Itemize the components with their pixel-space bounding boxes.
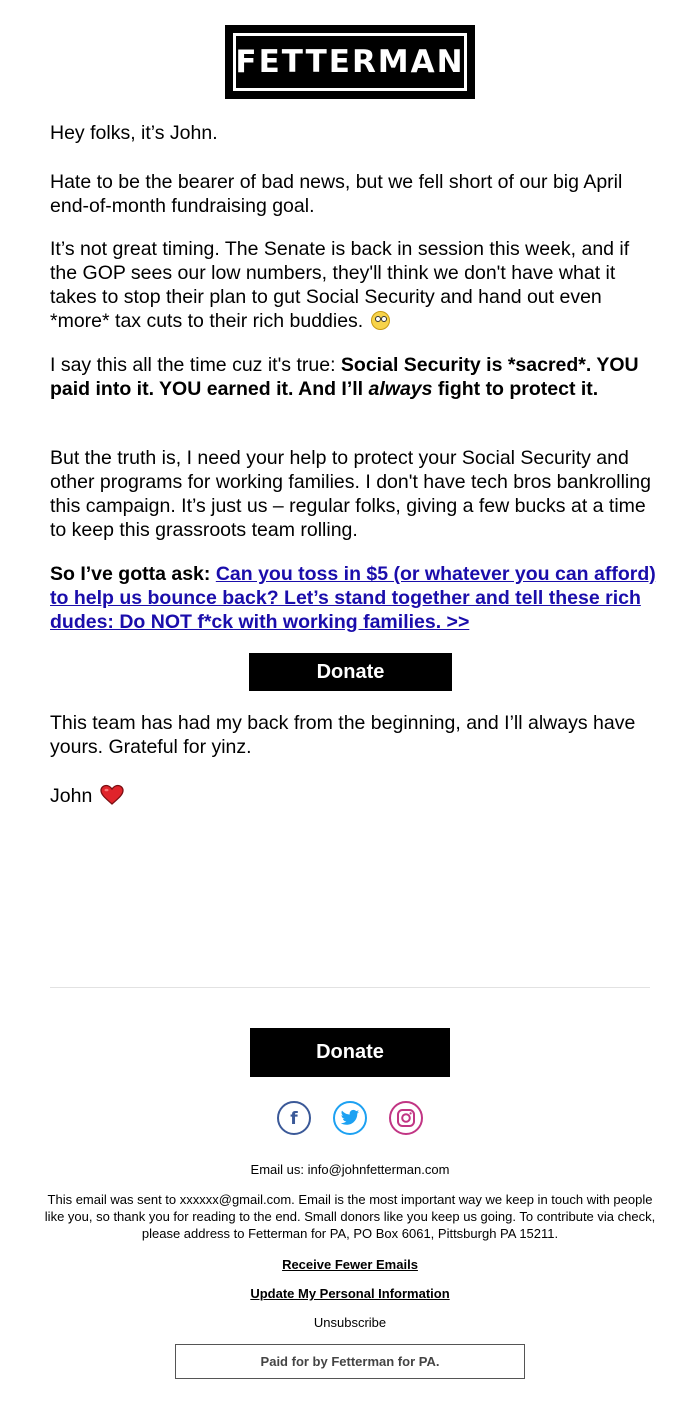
paragraph-sacred <box>50 353 660 401</box>
donate-button-footer[interactable]: Donate <box>250 1028 450 1077</box>
update-personal-info-link[interactable]: Update My Personal Information <box>250 1286 450 1301</box>
footer-email-line: Email us: info@johnfetterman.com <box>250 1162 450 1177</box>
footer-info-text: This email was sent to xxxxxx@gmail.com. Email is the most important way we keep in touch with people like you, so thank you for reading to the end. Small donors like you keep us going. To contribute via check, please address to Fetterman for PA, PO Box 6061, Pittsburgh PA 15211. <box>44 1192 656 1241</box>
instagram-link[interactable] <box>389 1101 423 1135</box>
paragraph-help: But the truth is, I need your help to protect your Social Security and other programs for working families. I don't have tech bros bankrolling this campaign. It’s just us – regular folks, giving a few bucks at a time to keep this grassroots team rolling. <box>50 447 651 541</box>
logo-text: FETTERMAN <box>235 44 465 80</box>
svg-text:f: f <box>290 1109 298 1128</box>
receive-fewer-emails-link[interactable]: Receive Fewer Emails <box>282 1257 418 1272</box>
instagram-icon <box>396 1108 416 1128</box>
receive-fewer-emails-row <box>0 1256 700 1273</box>
signoff <box>50 784 660 808</box>
update-info-row <box>0 1285 700 1302</box>
facebook-icon <box>284 1108 304 1128</box>
paragraph-timing <box>50 237 660 333</box>
ask-lead: So I’ve gotta ask: <box>50 563 216 585</box>
twitter-icon <box>340 1109 360 1127</box>
paid-for-disclaimer: Paid for by Fetterman for PA. <box>175 1344 525 1379</box>
paragraph-team: This team has had my back from the beginning, and I’ll always have yours. Grateful for yinz. <box>50 712 636 758</box>
signoff-name: John <box>50 785 93 807</box>
twitter-link[interactable] <box>333 1101 367 1135</box>
paragraph-timing-text: It’s not great timing. The Senate is back in session this week, and if the GOP sees our low numbers, they'll think we don't have what it takes to stop their plan to gut Social Security and hand out even *more* tax cuts to their rich buddies. <box>50 238 630 332</box>
logo-border <box>233 33 467 91</box>
greeting: Hey folks, it’s John. <box>50 122 218 144</box>
donate-button-primary[interactable]: Donate <box>249 653 452 691</box>
donate-ask-link[interactable]: Can you toss in $5 (or whatever you can afford) to help us bounce back? Let’s stand together and tell these rich dudes: Do NOT f*ck with working families. >> <box>50 563 656 633</box>
paragraph-bad-news: Hate to be the bearer of bad news, but we fell short of our big April end-of-month fundraising goal. <box>50 171 623 217</box>
sacred-italic: always <box>368 378 433 400</box>
red-heart-icon <box>100 784 124 806</box>
unsubscribe-link[interactable]: Unsubscribe <box>313 1315 387 1330</box>
sacred-bold-2: fight to protect it. <box>432 378 599 400</box>
fetterman-logo <box>225 25 475 99</box>
paragraph-ask <box>50 562 660 634</box>
facebook-link[interactable] <box>277 1101 311 1135</box>
eye-roll-emoji-icon <box>371 311 390 330</box>
sacred-intro: I say this all the time cuz it's true: <box>50 354 341 376</box>
footer-divider <box>50 987 650 988</box>
sacred-bold-1: Social Security is *sacred*. YOU paid into it. YOU earned it. And I’ll <box>50 354 639 400</box>
